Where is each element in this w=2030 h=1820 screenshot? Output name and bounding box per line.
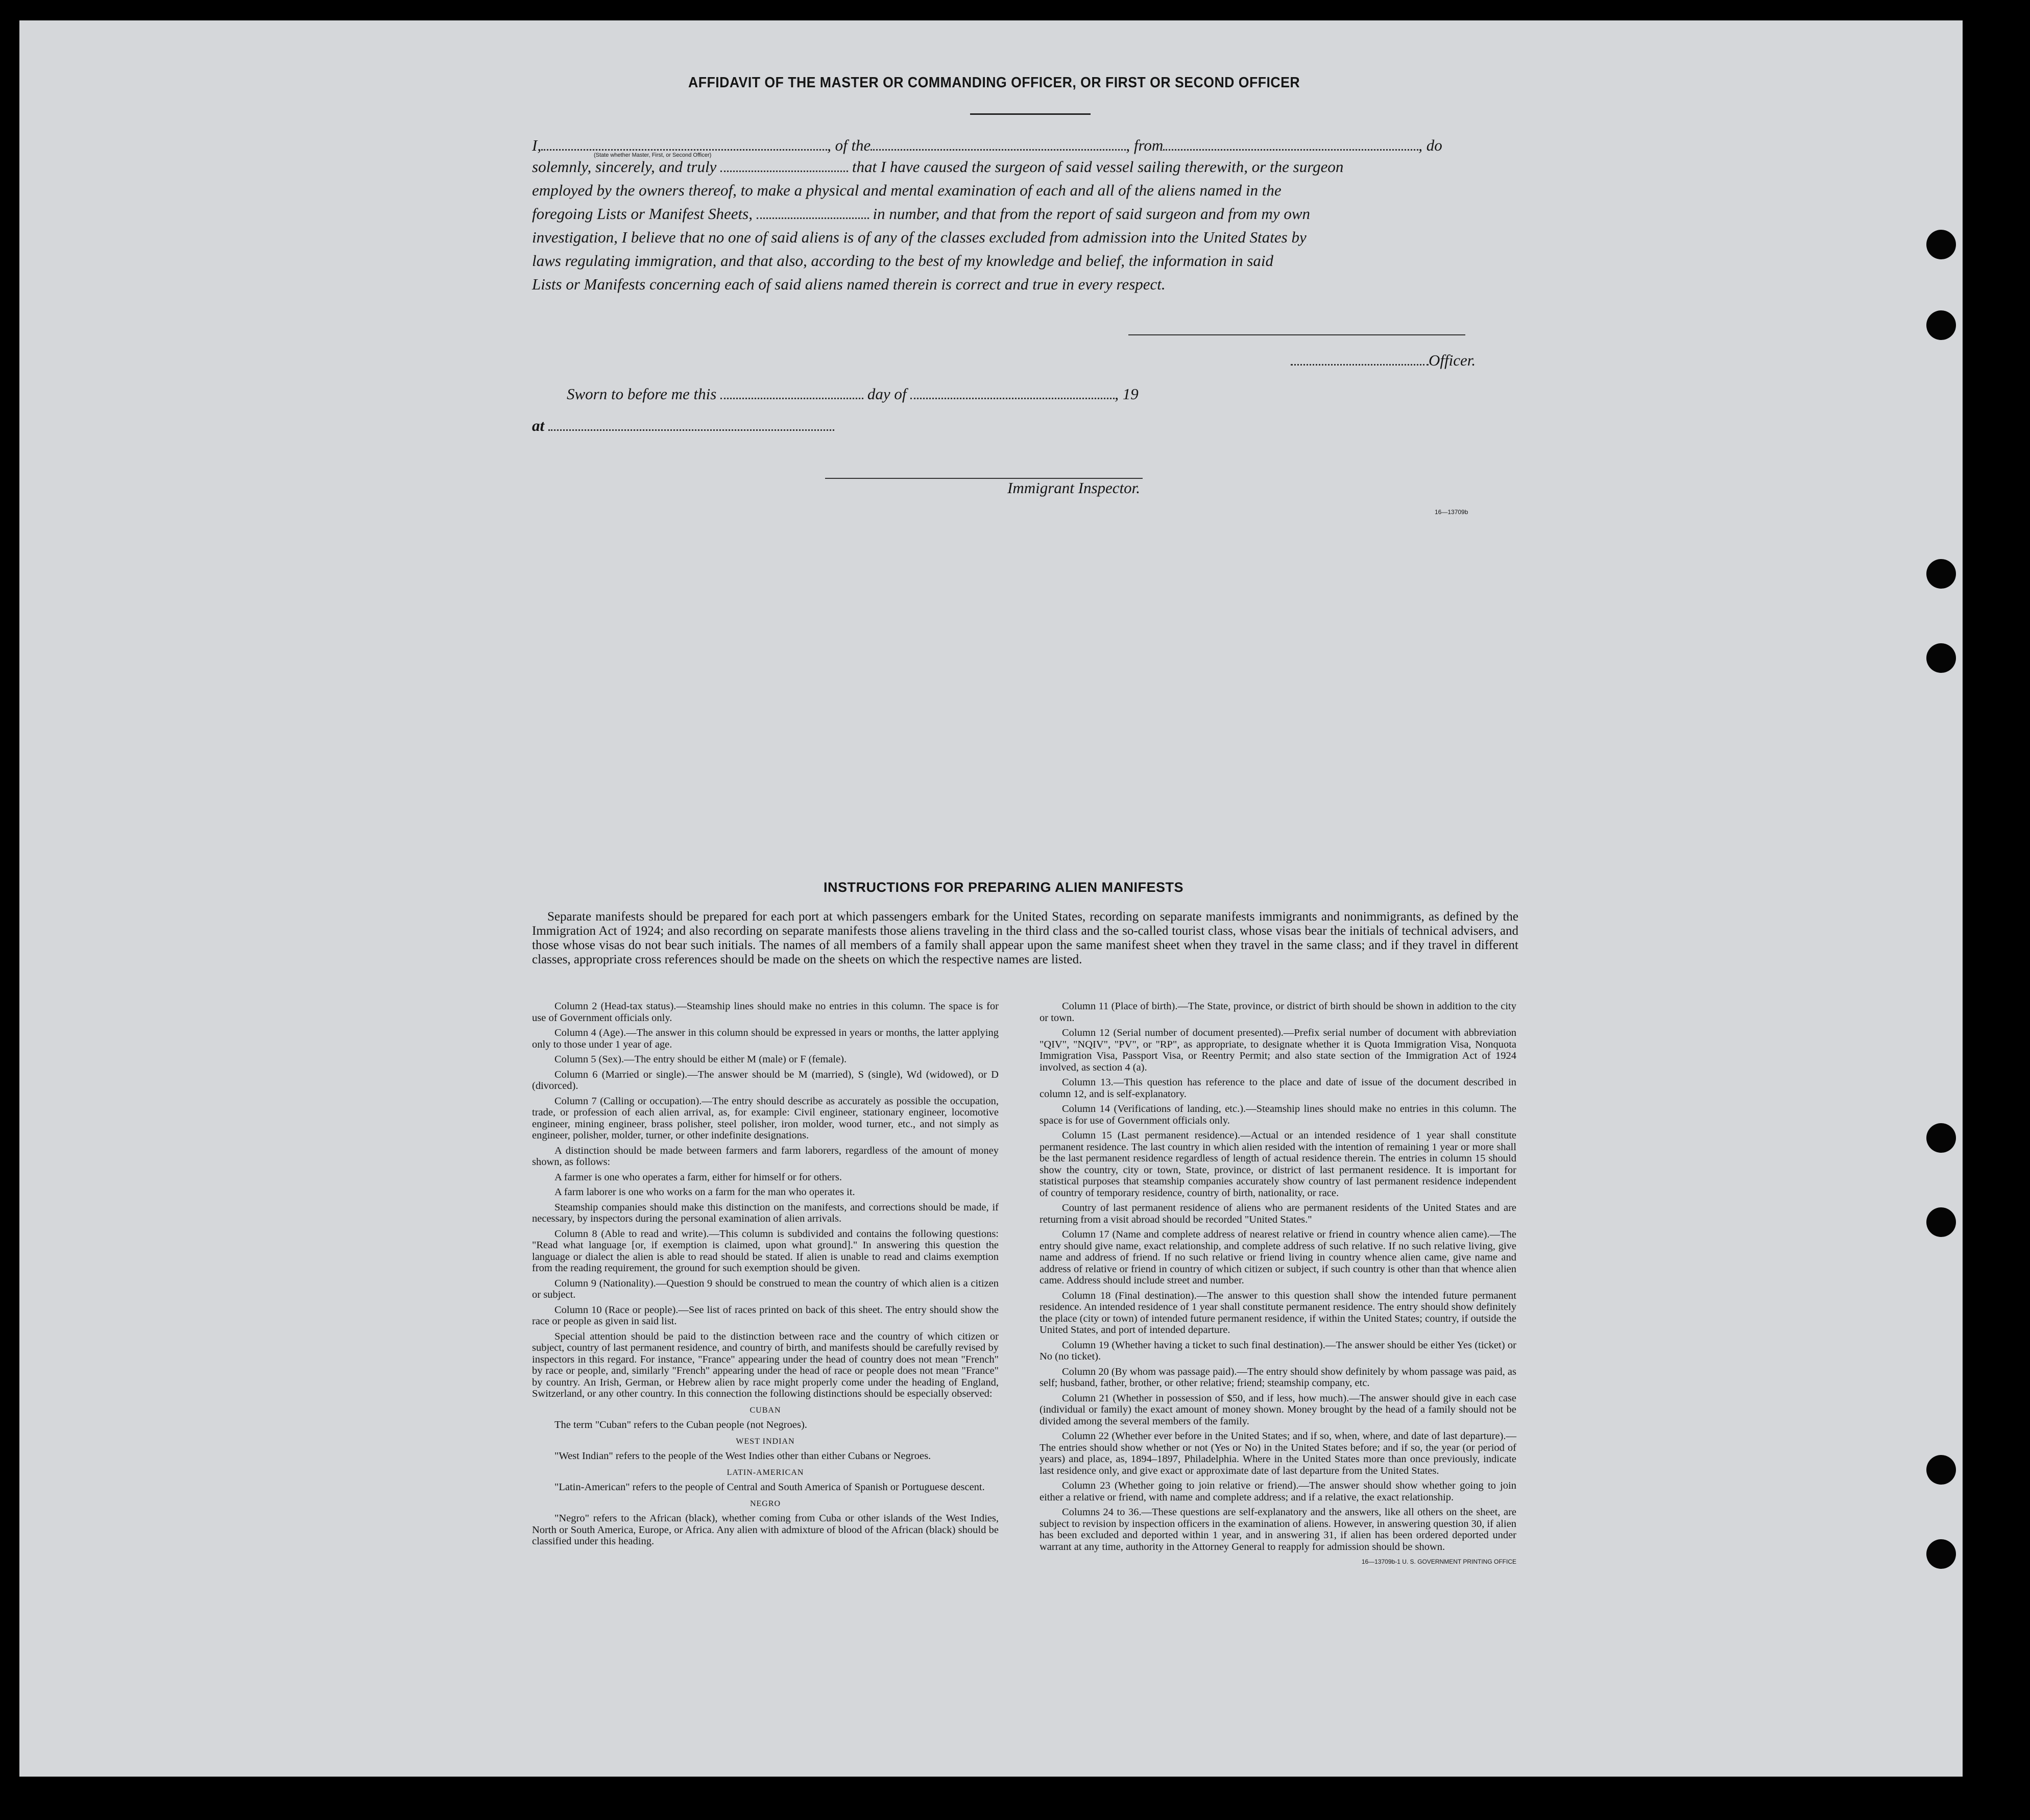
note-column-23: Column 23 (Whether going to join relative or friend).—The answer should show whether going to join either a relative or friend, with name and complete address; and if a relative, the exact relationship. xyxy=(1040,1480,1516,1503)
punch-hole xyxy=(1926,1539,1956,1569)
sworn-line: Sworn to before me this day of , 19 xyxy=(567,385,1139,403)
affidavit-title: AFFIDAVIT OF THE MASTER OR COMMANDING OFFICER, OR FIRST OR SECOND OFFICER xyxy=(688,75,1300,91)
punch-hole xyxy=(1926,310,1956,340)
note-column-17: Column 17 (Name and complete address of nearest relative or friend in country whence alien came).—The entry should give name, exact relationship, and complete address of such relative. If no such relative living, give name and address of friend. If no such relative or friend living in country whence alien came, give name and address of relative or friend in country of which citizen or subject, if such country is other than that whence alien came. Address should include street and number. xyxy=(1040,1229,1516,1286)
heading-cuban: CUBAN xyxy=(750,1405,781,1415)
punch-hole xyxy=(1926,230,1956,259)
note-columns-24-36: Columns 24 to 36.—These questions are self-explanatory and the answers, like all others on the sheet, are subject to revision by inspection officers in the examination of aliens. However, in answering question 30, if alien has been excluded and deported within 1 year, and in answering 31, if alien has been ordered deported under warrant at any time, authority in the Attorney General to reapply for admission should be shown. xyxy=(1040,1507,1516,1552)
inspector-label: Immigrant Inspector. xyxy=(1007,479,1141,497)
note-column-10: Column 10 (Race or people).—See list of races printed on back of this sheet. The entry should show the race or people as given in said list. xyxy=(532,1304,999,1327)
form-number: 16—13709b xyxy=(1435,508,1468,516)
note-column-18: Column 18 (Final destination).—The answer to this question shall show the intended future permanent residence. An intended residence of 1 year shall constitute permanent residence. The entry should show definitely the place (city or town) of intended future permanent residence, if within the United States; country, if outside the United States, and port of intended departure. xyxy=(1040,1290,1516,1336)
note-farm-laborer: A farm laborer is one who works on a farm for the man who operates it. xyxy=(554,1186,855,1198)
affidavit-line-2: solemnly, sincerely, and truly that I have caused the surgeon of said vessel sailing therewith, or the surgeon xyxy=(532,158,1344,176)
note-column-20: Column 20 (By whom was passage paid).—The entry should show definitely by whom passage was paid, as self; husband, father, brother, or other relative; friend; steamship company, etc. xyxy=(1040,1366,1516,1389)
note-negro: "Negro" refers to the African (black), whether coming from Cuba or other islands of the West Indies, North or South America, Europe, or Africa. Any alien with admixture of blood of the African (black) should be classified under this heading. xyxy=(532,1513,999,1547)
officer-rank-note: (State whether Master, First, or Second Officer) xyxy=(594,152,712,158)
affidavit-line-6: laws regulating immigration, and that also, according to the best of my knowledge and belief, the information in said xyxy=(532,252,1274,270)
instructions-left-column xyxy=(532,1001,999,1551)
note-special: Special attention should be paid to the distinction between race and the country of which citizen or subject, country of last permanent residence, and country of birth, and manifests should be carefully revised by inspectors in this regard. For instance, "France" appearing under the head of country does not mean "French" by race or people, and, similarly "French" appearing under the head of race or people does not mean "France" by country. An Irish, German, or Hebrew alien by race might properly come under the heading of England, Switzerland, or any other country. In this connection the following distinctions should be especially observed: xyxy=(532,1330,999,1399)
note-column-8: Column 8 (Able to read and write).—This column is subdivided and contains the following questions: "Read what language [or, if exemption is claimed, upon what ground]." In answering this question the language or dialect the alien is able to read should be stated. If alien is unable to read and claims exemption from the reading requirement, the ground for such exemption should be given. xyxy=(532,1228,999,1274)
note-latin-american: "Latin-American" refers to the people of Central and South America of Spanish or Portuguese descent. xyxy=(554,1482,985,1493)
note-column-11: Column 11 (Place of birth).—The State, province, or district of birth should be shown in addition to the city or town. xyxy=(1040,1001,1516,1024)
officer-signature-line xyxy=(1128,334,1465,335)
note-farmer: A farmer is one who operates a farm, either for himself or for others. xyxy=(554,1171,842,1183)
punch-hole xyxy=(1926,1123,1956,1153)
note-column-6: Column 6 (Married or single).—The answer should be M (married), S (single), Wd (widowed), or D (divorced). xyxy=(532,1069,999,1091)
note-column-5: Column 5 (Sex).—The entry should be either M (male) or F (female). xyxy=(554,1054,847,1065)
note-column-13: Column 13.—This question has reference to the place and date of issue of the document described in column 12, and is self-explanatory. xyxy=(1040,1077,1516,1100)
note-column-9: Column 9 (Nationality).—Question 9 should be construed to mean the country of which alien is a citizen or subject. xyxy=(532,1277,999,1300)
punch-hole xyxy=(1926,1455,1956,1485)
instructions-intro: Separate manifests should be prepared for each port at which passengers embark for the United States, recording on separate manifests immigrants and nonimmigrants, as defined by the Immigration Act of 1924; and also recording on separate manifests those aliens traveling in the third class and the so-called tourist class, whose visas bear the initials of technical advisers, and those whose visas do not bear such initials. The names of all members of a family shall appear upon the same manifest sheet when they travel in the same class; and if they travel in different classes, appropriate cross references should be made on the sheets on which the respective names are listed. xyxy=(532,910,1518,966)
title-underline xyxy=(970,113,1091,115)
note-column-21: Column 21 (Whether in possession of $50, and if less, how much).—The answer should give in each case (individual or family) the exact amount of money shown. Money brought by the head of a family should not be divided among the several members of the family. xyxy=(1040,1392,1516,1427)
heading-negro: NEGRO xyxy=(750,1499,781,1508)
note-column-14: Column 14 (Verifications of landing, etc.).—Steamship lines should make no entries in this column. The space is for use of Government officials only. xyxy=(1040,1103,1516,1126)
document-sheet xyxy=(19,20,1963,1777)
note-column-19: Column 19 (Whether having a ticket to such final destination).—The answer should be either Yes (ticket) or No (no ticket). xyxy=(1040,1339,1516,1362)
note-distinction: A distinction should be made between farmers and farm laborers, regardless of the amount of money shown, as follows: xyxy=(532,1145,999,1168)
punch-hole xyxy=(1926,1207,1956,1237)
affidavit-line-4: foregoing Lists or Manifest Sheets, in number, and that from the report of said surgeon and from my own xyxy=(532,205,1311,223)
note-column-4: Column 4 (Age).—The answer in this column should be expressed in years or months, the latter applying only to those under 1 year of age. xyxy=(532,1027,999,1050)
printing-office-footer: 16—13709b-1 U. S. GOVERNMENT PRINTING OFFICE xyxy=(1361,1558,1516,1565)
note-column-2: Column 2 (Head-tax status).—Steamship lines should make no entries in this column. The space is for use of Government officials only. xyxy=(532,1001,999,1024)
note-steamship: Steamship companies should make this distinction on the manifests, and corrections should be made, if necessary, by inspectors during the personal examination of alien arrivals. xyxy=(532,1201,999,1224)
heading-west-indian: WEST INDIAN xyxy=(736,1437,795,1446)
note-cuban: The term "Cuban" refers to the Cuban people (not Negroes). xyxy=(554,1419,807,1430)
officer-label-row: Officer. xyxy=(1291,351,1476,370)
affidavit-line-1: I, , of the , from , do xyxy=(532,136,1442,154)
at-line: at xyxy=(532,417,834,435)
punch-hole xyxy=(1926,643,1956,673)
note-column-12: Column 12 (Serial number of document presented).—Prefix serial number of document with abbreviation "QIV", "NQIV", "PV", or "RP", as appropriate, to designate whether it is Quota Immigration Visa, Nonquota Immigration Visa, Passport Visa, or Reentry Permit; and also state section of the Immigration Act of 1924 involved, as section 4 (a). xyxy=(1040,1027,1516,1073)
heading-latin-american: LATIN-AMERICAN xyxy=(727,1468,804,1477)
note-column-15: Column 15 (Last permanent residence).—Actual or an intended residence of 1 year shall constitute permanent residence. The last country in which alien resided with the intention of remaining 1 year or more shall be the last permanent residence regardless of length of actual residence therein. The entries in column 15 should show the country, city or town, State, province, or district of last permanent residence. It is important for statistical purposes that steamship companies accurately show country of last permanent residence independent of country of temporary residence, country of birth, nationality, or race. xyxy=(1040,1130,1516,1199)
affidavit-line-5: investigation, I believe that no one of said aliens is of any of the classes excluded from admission into the United States by xyxy=(532,228,1307,246)
affidavit-line-7: Lists or Manifests concerning each of said aliens named therein is correct and true in every respect. xyxy=(532,275,1166,293)
punch-hole xyxy=(1926,559,1956,589)
note-column-7: Column 7 (Calling or occupation).—The entry should describe as accurately as possible the occupation, trade, or profession of each alien arrival, as, for example: Civil engineer, stationary engineer, locomotive engineer, mining engineer, brass polisher, steel polisher, iron molder, wood turner, etc., and not simply as engineer, polisher, molder, turner, or other indefinite designations. xyxy=(532,1095,999,1141)
note-column-22: Column 22 (Whether ever before in the United States; and if so, when, where, and date of last departure).—The entries should show whether or not (Yes or No) in the United States before; and if so, the year (or period of years) and place, as, 1894–1897, Philadelphia. Where in the United States more than once previously, indicate last residence only, and give exact or approximate date of last departure from the United States. xyxy=(1040,1430,1516,1476)
note-country-last-residence: Country of last permanent residence of aliens who are permanent residents of the United States and are returning from a visit abroad should be recorded "United States." xyxy=(1040,1202,1516,1225)
affidavit-line-3: employed by the owners thereof, to make a physical and mental examination of each and all of the aliens named in the xyxy=(532,181,1282,199)
note-west-indian: "West Indian" refers to the people of the West Indies other than either Cubans or Negroes. xyxy=(554,1450,931,1462)
instructions-right-column xyxy=(1040,1001,1516,1571)
instructions-title: INSTRUCTIONS FOR PREPARING ALIEN MANIFESTS xyxy=(824,880,1184,895)
